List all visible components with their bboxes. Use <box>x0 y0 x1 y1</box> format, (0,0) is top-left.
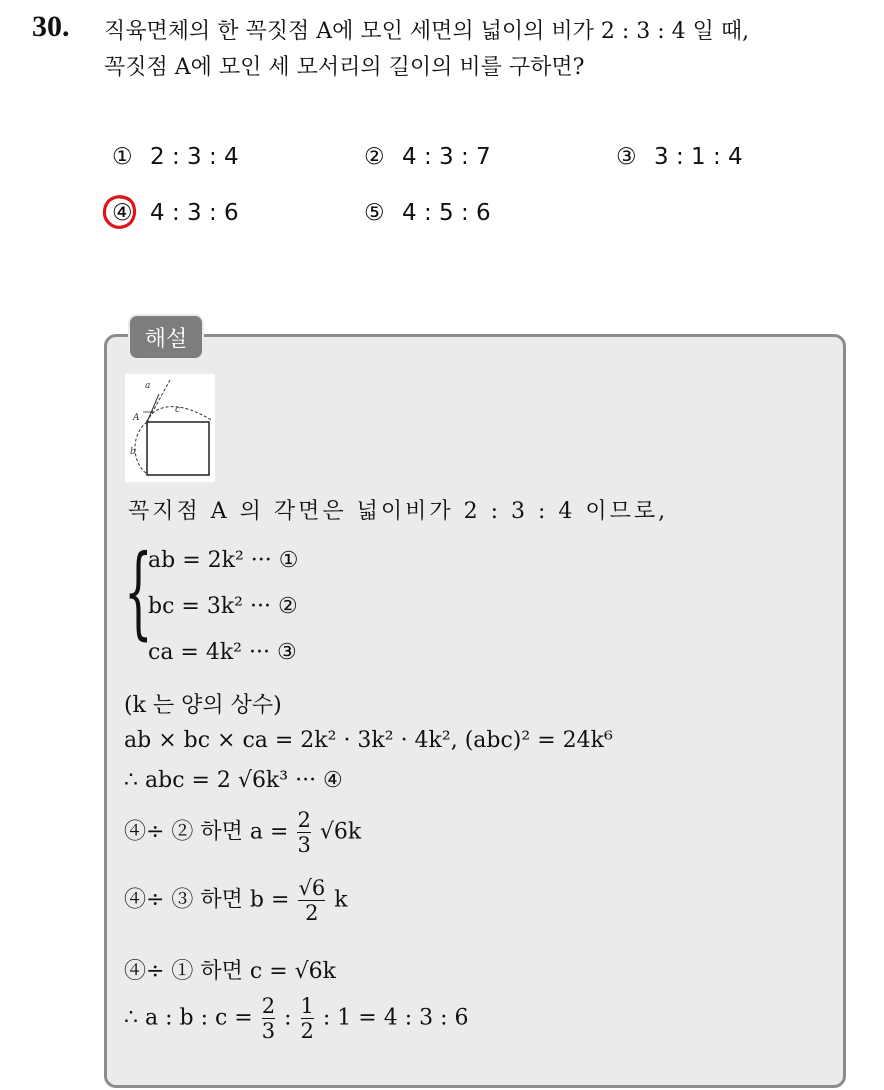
system-brace: { <box>124 533 153 650</box>
b-line-suffix: k <box>334 887 348 913</box>
ratio-line <box>124 994 469 1043</box>
b-line <box>124 876 348 925</box>
question-line-2: 꼭짓점 A에 모인 세 모서리의 길이의 비를 구하면? <box>104 55 585 80</box>
question-number: 30. <box>32 10 70 43</box>
answer-circle-mark <box>100 192 140 232</box>
fraction-denominator: 3 <box>297 833 311 857</box>
fraction-numerator: 2 <box>261 994 276 1018</box>
equation-1: ab = 2k² ··· ① <box>148 548 299 573</box>
ratio-colon: : <box>284 1005 292 1031</box>
fraction-numerator: 2 <box>297 808 311 832</box>
figure-label-a: a <box>145 381 151 391</box>
fraction-denominator: 2 <box>300 1019 314 1043</box>
figure-label-b: b <box>130 447 136 457</box>
figure-label-c: c <box>175 405 181 415</box>
choice-number: ② <box>364 144 385 170</box>
choice-2[interactable] <box>364 144 491 170</box>
ratio-prefix: ∴ a : b : c = <box>124 1005 253 1031</box>
b-line-prefix: ④÷ ③ 하면 b = <box>124 887 290 913</box>
abc-line: ∴ abc = 2 √6k³ ··· ④ <box>124 768 343 793</box>
choice-number: ④ <box>112 200 133 226</box>
equation-2: bc = 3k² ··· ② <box>148 594 298 619</box>
constant-note: (k 는 양의 상수) <box>124 693 282 718</box>
choice-5[interactable] <box>364 200 491 226</box>
product-line: ab × bc × ca = 2k² · 3k² · 4k², (abc)² = 24k⁶ <box>124 728 613 753</box>
choice-1[interactable] <box>112 144 239 170</box>
a-line <box>124 808 361 857</box>
fraction-numerator: √6 <box>298 876 326 900</box>
question-line-1: 직육면체의 한 꼭짓점 A에 모인 세면의 넓이의 비가 2 : 3 : 4 일 때, <box>104 19 750 44</box>
choice-text: 4 : 3 : 6 <box>150 200 239 226</box>
solution-tag: 해설 <box>128 314 204 360</box>
choice-number: ⑤ <box>364 200 385 226</box>
choice-text: 3 : 1 : 4 <box>654 144 743 170</box>
choice-text: 4 : 3 : 7 <box>402 144 491 170</box>
a-fraction <box>297 808 310 857</box>
fraction-denominator: 2 <box>305 901 319 925</box>
solution-intro: 꼭지점 A 의 각면은 넓이비가 2 : 3 : 4 이므로, <box>128 499 669 524</box>
choice-text: 4 : 5 : 6 <box>402 200 491 226</box>
choice-text: 2 : 3 : 4 <box>150 144 239 170</box>
a-line-suffix: √6k <box>319 819 362 845</box>
c-line: ④÷ ① 하면 c = √6k <box>124 959 337 984</box>
a-line-prefix: ④÷ ② 하면 a = <box>124 819 289 845</box>
fraction-numerator: 1 <box>300 994 314 1018</box>
b-fraction <box>298 876 325 925</box>
choice-3[interactable] <box>616 144 743 170</box>
choice-number: ① <box>112 144 133 170</box>
choice-number: ③ <box>616 144 637 170</box>
figure-label-vertex: A <box>133 413 140 423</box>
fraction-denominator: 3 <box>261 1019 276 1043</box>
ratio-fraction-2 <box>301 994 314 1043</box>
cuboid-figure <box>125 374 215 482</box>
equation-3: ca = 4k² ··· ③ <box>148 640 297 665</box>
ratio-suffix: : 1 = 4 : 3 : 6 <box>322 1005 469 1031</box>
ratio-fraction-1 <box>262 994 275 1043</box>
